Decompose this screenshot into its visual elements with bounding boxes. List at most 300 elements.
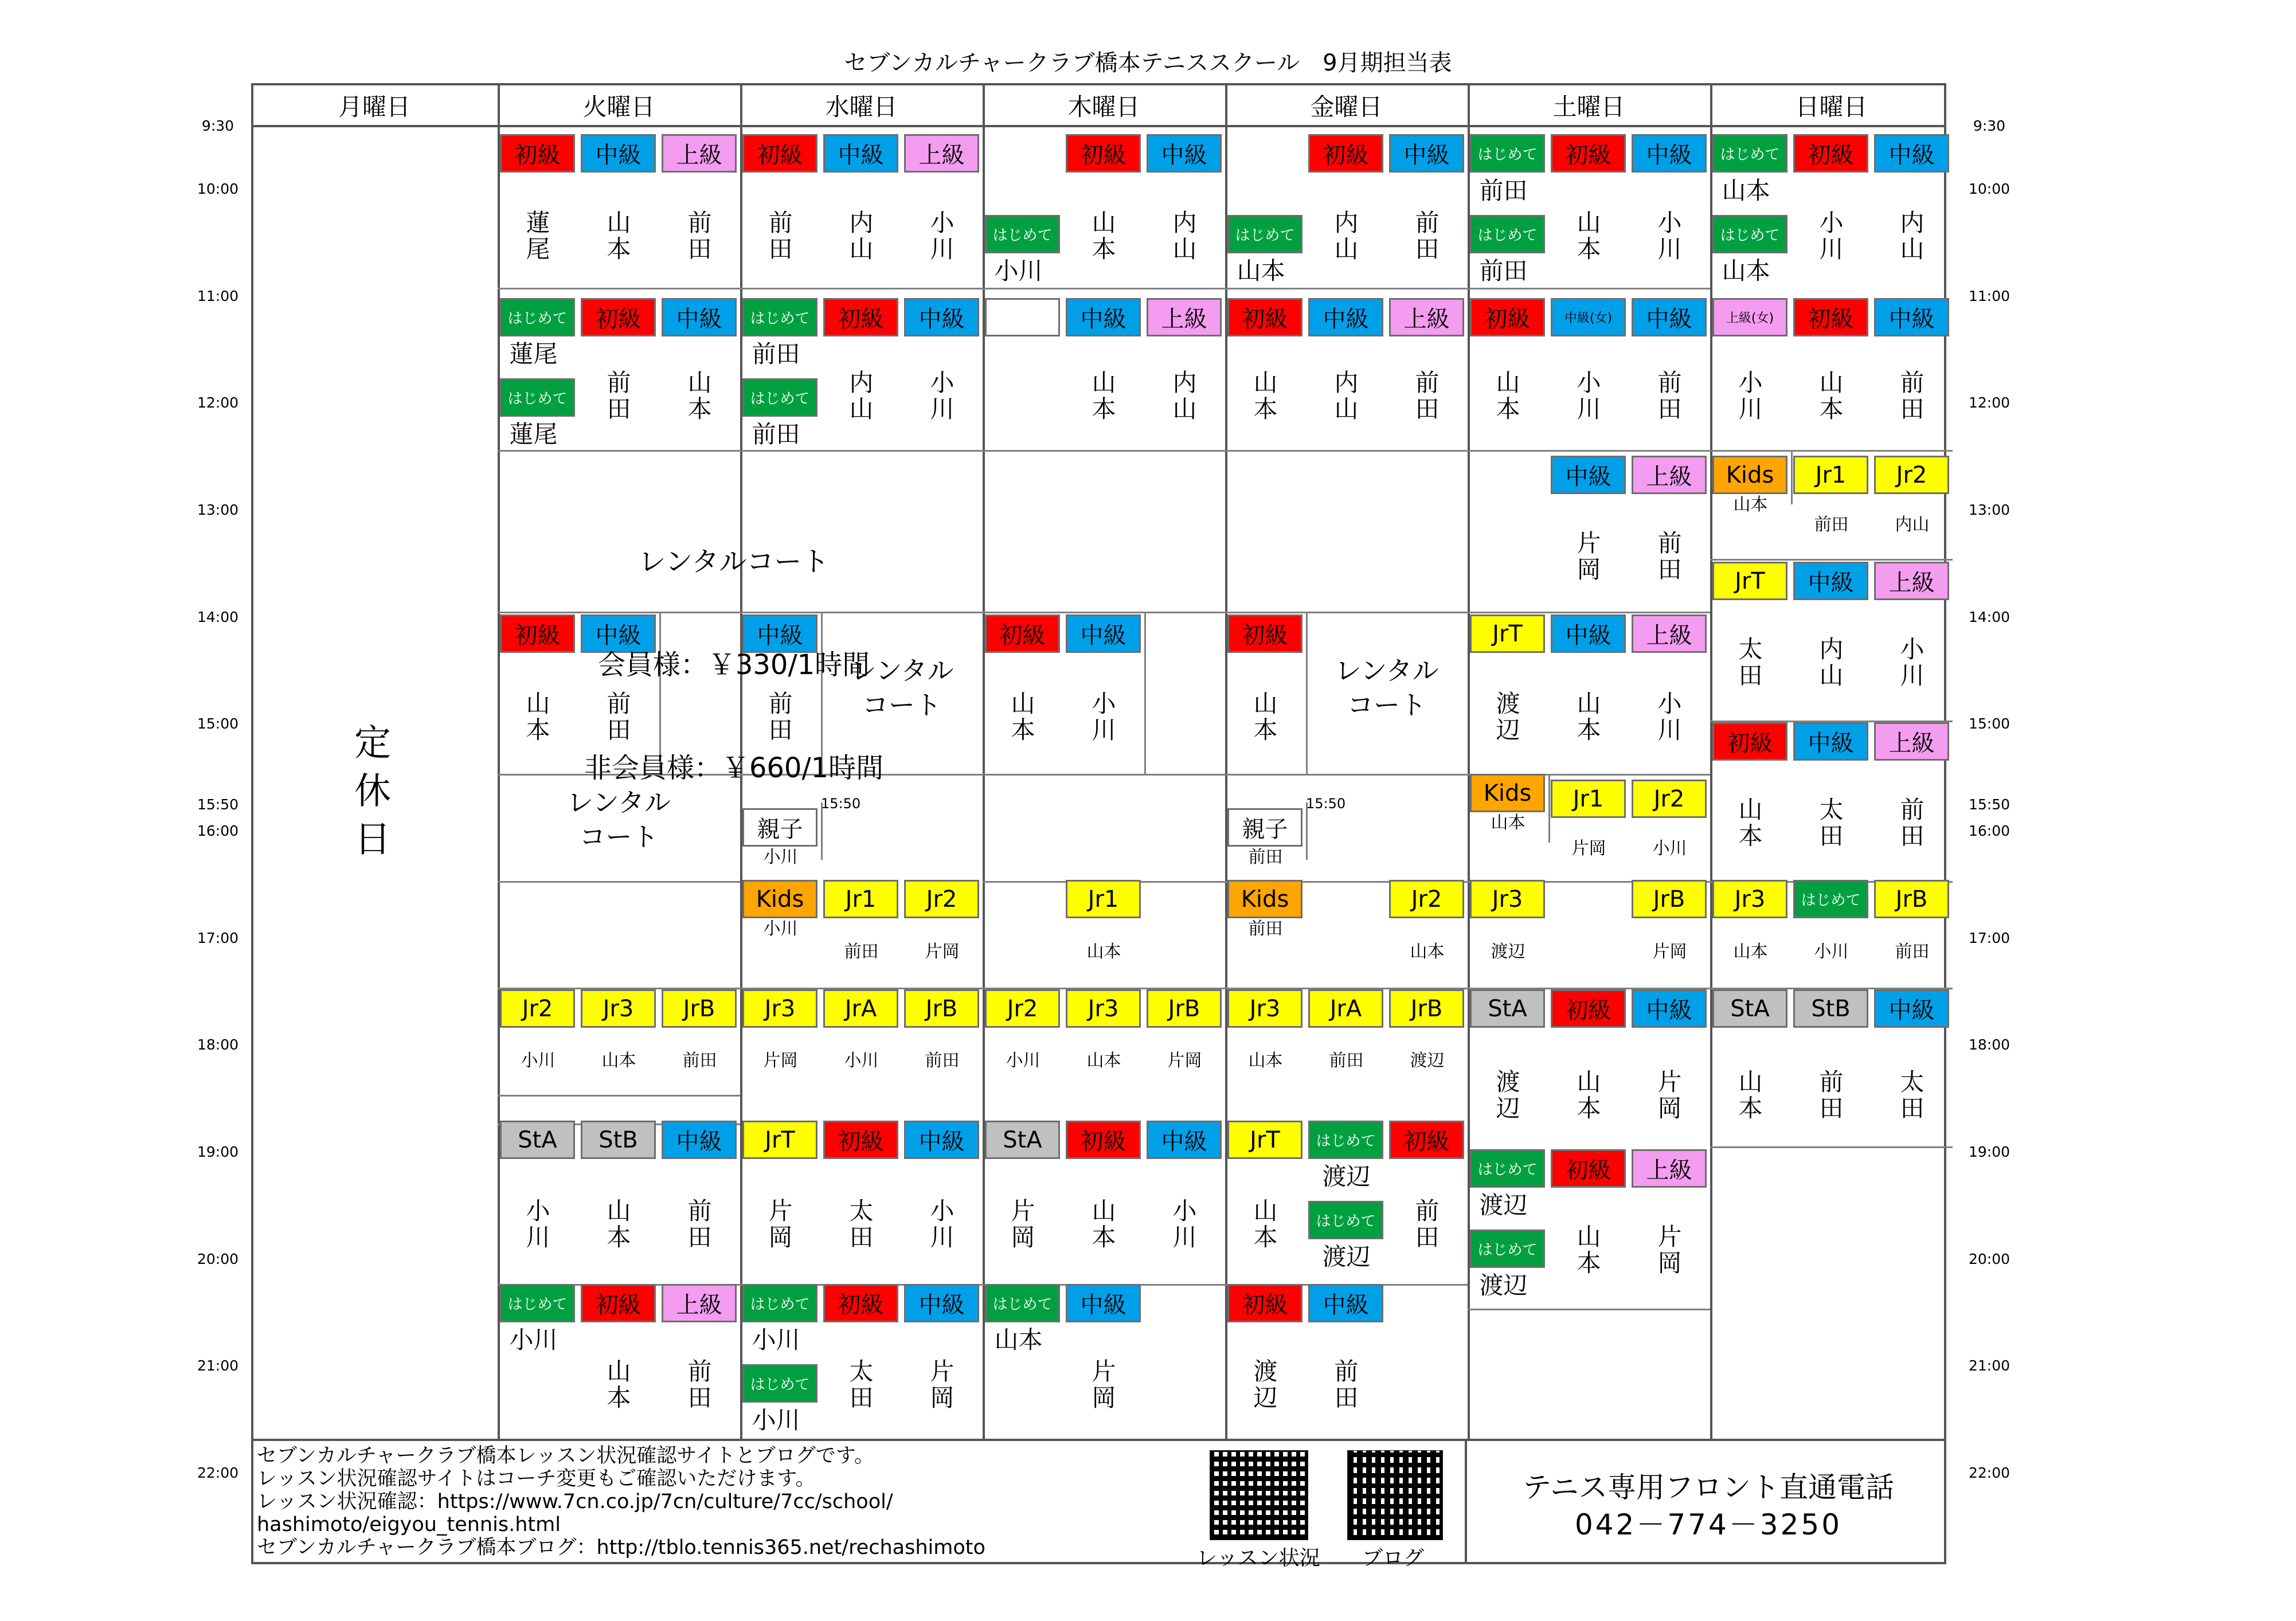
level-badge-jrb: JrB (1874, 880, 1949, 918)
level-badge-jokyu: 上級 (904, 134, 979, 173)
coach-name: 渡辺 (1322, 1162, 1371, 1191)
level-badge-shokyu: 初級 (1793, 134, 1868, 173)
level-badge-shokyu: 初級 (985, 614, 1060, 653)
coach-name: 山本 (1722, 177, 1770, 205)
time-tick-left: 13:00 (197, 502, 239, 518)
coach-name: 内 山 (1900, 209, 1925, 263)
grid-line (1710, 450, 1953, 452)
level-badge-hajimete: はじめて (985, 215, 1060, 253)
monday-closed-label: 定 休 日 (354, 722, 391, 861)
level-badge-jr1: Jr1 (823, 880, 898, 918)
level-badge-hajimete: はじめて (742, 1364, 818, 1403)
day-header-7: 日曜日 (1795, 93, 1868, 121)
level-badge-shokyu: 初級 (581, 1284, 656, 1322)
time-tick-right: 15:50 (1968, 796, 2011, 813)
grid-line (1225, 450, 1468, 452)
blog-qr-code[interactable] (1347, 1450, 1443, 1540)
grid-line (1791, 450, 1793, 504)
footer-line[interactable]: セブンカルチャークラブ橋本ブログ：http://tblo.tennis365.net/rechashimoto (257, 1536, 985, 1559)
footer-line[interactable]: hashimoto/eigyou_tennis.html (257, 1513, 561, 1536)
time-tick-left: 18:00 (197, 1036, 239, 1053)
grid-line (983, 612, 1225, 613)
grid-line (498, 1095, 740, 1097)
level-badge-jrt: JrT (742, 1121, 818, 1159)
coach-name: 片 岡 (1011, 1197, 1035, 1251)
coach-name: 前田 (844, 942, 879, 962)
level-badge-chukyu: 中級 (1308, 298, 1383, 336)
coach-name: 山 本 (1253, 1197, 1278, 1251)
level-badge-chukyu: 中級 (1874, 989, 1949, 1028)
time-tick-right: 18:00 (1968, 1036, 2011, 1053)
coach-name: 太 田 (849, 1197, 874, 1251)
coach-name: 前 田 (1657, 369, 1682, 423)
coach-name: 前 田 (1900, 796, 1925, 850)
coach-name: 片岡 (763, 1051, 798, 1071)
level-badge-shokyu: 初級 (1470, 298, 1545, 336)
coach-name: 山 本 (1577, 690, 1601, 744)
level-badge-jr3: Jr3 (1470, 880, 1545, 918)
time-tick-left: 17:00 (197, 930, 239, 946)
level-badge-jr3: Jr3 (581, 989, 656, 1028)
coach-name: 山 本 (1577, 1223, 1601, 1277)
level-badge-kids: Kids (1712, 456, 1787, 494)
coach-name: 前 田 (1415, 369, 1440, 423)
grid-line (251, 83, 1946, 85)
coach-name: 小川 (994, 257, 1043, 285)
coach-name: 前 田 (1415, 209, 1440, 263)
time-tick-left: 12:00 (197, 394, 239, 411)
coach-name: 片 岡 (930, 1357, 955, 1412)
level-badge-chukyu_f: 中級(女) (1551, 298, 1626, 336)
level-badge-shokyu: 初級 (1227, 614, 1302, 653)
grid-line (740, 288, 983, 289)
coach-name: 小 川 (1738, 369, 1763, 423)
coach-name: 小 川 (930, 209, 955, 263)
coach-name: 内 山 (1819, 635, 1844, 690)
level-badge-shokyu: 初級 (742, 134, 818, 173)
level-badge-chukyu: 中級 (581, 134, 656, 173)
time-tick-right: 11:00 (1968, 288, 2011, 304)
time-tick-right: 21:00 (1968, 1357, 2011, 1374)
coach-name: 前 田 (687, 1357, 712, 1412)
level-badge-jrb: JrB (662, 989, 737, 1028)
level-badge-shokyu: 初級 (1066, 1121, 1141, 1159)
coach-name: 山 本 (1253, 369, 1278, 423)
level-badge-shokyu: 初級 (823, 1284, 898, 1322)
level-badge-stb: StB (581, 1121, 656, 1159)
level-badge-sta: StA (985, 1121, 1060, 1159)
footer-line: レッスン状況確認サイトはコーチ変更もご確認いただけます。 (257, 1467, 816, 1490)
coach-name: 内 山 (849, 209, 874, 263)
level-badge-shokyu: 初級 (1551, 134, 1626, 173)
coach-name: 渡 辺 (1253, 1357, 1278, 1412)
coach-name: 内山 (1895, 515, 1930, 535)
grid-line (251, 1439, 1946, 1441)
time-tick-right: 19:00 (1968, 1144, 2011, 1160)
time-tick-right: 9:30 (1973, 118, 2006, 134)
level-badge-jokyu: 上級 (1389, 298, 1464, 336)
rental-court-label: レンタル コート (566, 787, 671, 852)
time-tick-left: 15:50 (197, 796, 239, 813)
level-badge-hajimete: はじめて (500, 298, 575, 336)
coach-name: 太 田 (849, 1357, 874, 1412)
coach-name: 前田 (1329, 1051, 1364, 1071)
coach-name: 蓮 尾 (526, 209, 550, 263)
coach-name: 小川 (752, 1326, 800, 1354)
coach-name: 小 川 (1657, 690, 1682, 744)
rental-court-info (493, 476, 975, 820)
coach-name: 太 田 (1900, 1068, 1925, 1122)
time-tick-left: 15:00 (197, 715, 239, 732)
time-tick-right: 16:00 (1968, 823, 2011, 839)
grid-line (1468, 1309, 1710, 1310)
coach-name: 山 本 (1577, 1068, 1601, 1122)
level-badge-shokyu: 初級 (1551, 989, 1626, 1028)
grid-line (983, 774, 1225, 776)
coach-name: 太 田 (1819, 796, 1844, 850)
lesson-status-qr-code[interactable] (1210, 1450, 1308, 1540)
coach-name: 山 本 (1738, 1068, 1763, 1122)
level-badge-jr2: Jr2 (1389, 880, 1464, 918)
time-tick-right: 13:00 (1968, 502, 2011, 518)
coach-name: 小川 (763, 847, 798, 867)
coach-name: 山 本 (607, 209, 631, 263)
level-badge-jra: JrA (1308, 989, 1383, 1028)
coach-name: 山 本 (1011, 690, 1035, 744)
level-badge-hajimete: はじめて (1712, 215, 1787, 253)
day-header-5: 金曜日 (1310, 93, 1383, 121)
coach-name: 山 本 (1253, 690, 1278, 744)
coach-name: 前田 (1814, 515, 1849, 535)
level-badge-jokyu: 上級 (1632, 614, 1707, 653)
level-badge-jr1: Jr1 (1793, 456, 1868, 494)
level-badge-chukyu: 中級 (904, 1284, 979, 1322)
coach-name: 前田 (1895, 942, 1930, 962)
level-badge-chukyu: 中級 (1632, 989, 1707, 1028)
day-header-2: 火曜日 (582, 93, 655, 121)
level-badge-chukyu: 中級 (1874, 134, 1949, 173)
coach-name: 片岡 (1167, 1051, 1202, 1071)
coach-name: 太 田 (1738, 635, 1763, 690)
coach-name: 前 田 (768, 209, 793, 263)
coach-name: 小 川 (1819, 209, 1844, 263)
level-badge-jr2: Jr2 (985, 989, 1060, 1028)
rental-member-price: 会員様：￥330/1時間 (597, 649, 870, 681)
level-badge-hajimete: はじめて (1308, 1201, 1383, 1239)
level-badge-hajimete: はじめて (1470, 1230, 1545, 1268)
coach-name: 小 川 (1657, 209, 1682, 263)
coach-name: 内 山 (1172, 209, 1197, 263)
tennis-front-phone-number[interactable]: 042－774－3250 (1574, 1508, 1843, 1541)
coach-name: 山 本 (1092, 209, 1116, 263)
level-badge-chukyu: 中級 (662, 298, 737, 336)
coach-name: 山 本 (1577, 209, 1601, 263)
coach-name: 山 本 (687, 369, 712, 423)
blog-qr-label: ブログ (1362, 1546, 1424, 1570)
time-tick-left: 20:00 (197, 1251, 239, 1267)
level-badge-jr2: Jr2 (1874, 456, 1949, 494)
coach-name: 山 本 (1738, 796, 1763, 850)
level-badge-kids: Kids (1227, 880, 1302, 918)
level-badge-jr3: Jr3 (1227, 989, 1302, 1028)
level-badge-jr3: Jr3 (742, 989, 818, 1028)
coach-name: 小 川 (1092, 690, 1116, 744)
grid-line (1468, 450, 1710, 452)
page-title: セブンカルチャークラブ橋本テニススクール 9月期担当表 (844, 50, 1452, 76)
level-badge-jokyu: 上級 (1147, 298, 1222, 336)
grid-line (498, 288, 740, 289)
level-badge-chukyu: 中級 (581, 614, 656, 653)
level-badge-jrt: JrT (1470, 614, 1545, 653)
level-badge-chukyu: 中級 (823, 134, 898, 173)
coach-name: 小川 (1006, 1051, 1041, 1071)
level-badge-shokyu: 初級 (500, 134, 575, 173)
coach-name: 小川 (763, 919, 798, 939)
coach-name: 山本 (1248, 1051, 1283, 1071)
time-tick-right: 10:00 (1968, 181, 2011, 197)
level-badge-shokyu: 初級 (1551, 1149, 1626, 1188)
level-badge-shokyu: 初級 (581, 298, 656, 336)
level-badge-chukyu: 中級 (662, 1121, 737, 1159)
level-badge-hajimete: はじめて (1712, 134, 1787, 173)
level-badge-hajimete: はじめて (985, 1284, 1060, 1322)
time-tick-left: 16:00 (197, 823, 239, 839)
level-badge-jr3: Jr3 (1066, 989, 1141, 1028)
grid-line (1710, 559, 1953, 561)
level-badge-hajimete: はじめて (500, 1284, 575, 1322)
footer-line: セブンカルチャークラブ橋本レッスン状況確認サイトとブログです。 (257, 1444, 874, 1467)
grid-line (1548, 774, 1550, 843)
lesson-status-qr-label: レッスン状況 (1196, 1546, 1320, 1570)
level-badge-jr1: Jr1 (1551, 780, 1626, 818)
coach-name: 渡辺 (1322, 1243, 1371, 1271)
coach-name: 山本 (601, 1051, 636, 1071)
time-note: 15:50 (821, 796, 861, 812)
time-tick-left: 22:00 (197, 1465, 239, 1481)
level-badge-chukyu: 中級 (1793, 722, 1868, 761)
time-tick-left: 9:30 (201, 118, 234, 134)
coach-name: 片 岡 (1092, 1357, 1116, 1412)
grid-line (498, 450, 740, 452)
coach-name: 片岡 (1571, 839, 1606, 859)
coach-name: 前 田 (687, 209, 712, 263)
level-badge-chukyu: 中級 (1066, 1284, 1141, 1322)
level-badge-chukyu: 中級 (904, 298, 979, 336)
coach-name: 小 川 (1900, 635, 1925, 690)
grid-line (1225, 612, 1468, 613)
level-badge-jr2: Jr2 (1632, 780, 1707, 818)
coach-name: 蓮尾 (509, 340, 558, 368)
coach-name: 前 田 (687, 1197, 712, 1251)
level-badge-shokyu: 初級 (1227, 1284, 1302, 1322)
level-badge-sta: StA (500, 1121, 575, 1159)
coach-name: 片 岡 (1577, 529, 1601, 584)
coach-name: 小川 (521, 1051, 556, 1071)
day-header-3: 水曜日 (825, 93, 898, 121)
level-badge-jr3: Jr3 (1712, 880, 1787, 918)
coach-name: 前 田 (1819, 1068, 1844, 1122)
level-badge-jr2: Jr2 (500, 989, 575, 1028)
level-badge-jr1: Jr1 (1066, 880, 1141, 918)
grid-line (1468, 288, 1710, 289)
time-tick-left: 11:00 (197, 288, 239, 304)
coach-name: 前田 (682, 1051, 717, 1071)
coach-name: 片 岡 (768, 1197, 793, 1251)
level-badge-chukyu: 中級 (1632, 298, 1707, 336)
coach-name: 小川 (752, 1406, 800, 1434)
coach-name: 山本 (1410, 942, 1445, 962)
rental-court-label: レンタル コート (1335, 655, 1439, 721)
footer-line[interactable]: レッスン状況確認：https://www.7cn.co.jp/7cn/culture/7cc/school/ (257, 1490, 893, 1513)
coach-name: 山本 (1491, 813, 1526, 833)
level-badge-shokyu: 初級 (1308, 134, 1383, 173)
level-badge-shokyu: 初級 (823, 298, 898, 336)
level-badge-jokyu: 上級 (662, 134, 737, 173)
level-badge-chukyu: 中級 (1551, 456, 1626, 494)
level-badge-chukyu: 中級 (1874, 298, 1949, 336)
level-badge-stb: StB (1793, 989, 1868, 1028)
level-badge-jrt: JrT (1712, 562, 1787, 600)
level-badge-hajimete: はじめて (1227, 215, 1302, 253)
coach-name: 渡辺 (1479, 1191, 1528, 1219)
time-tick-left: 10:00 (197, 181, 239, 197)
level-badge-hajimete: はじめて (1470, 134, 1545, 173)
level-badge-hajimete: はじめて (1470, 215, 1545, 253)
level-badge-jokyu: 上級 (1874, 562, 1949, 600)
time-note: 15:50 (1306, 796, 1346, 812)
level-badge-sta: StA (1470, 989, 1545, 1028)
day-header-1: 月曜日 (338, 93, 410, 121)
coach-name: 小 川 (930, 369, 955, 423)
coach-name: 小川 (844, 1051, 879, 1071)
level-badge-oyako: 親子 (1227, 808, 1302, 847)
level-badge-chukyu: 中級 (1308, 1284, 1383, 1322)
level-badge-shokyu: 初級 (500, 614, 575, 653)
level-badge-jokyu: 上級 (1874, 722, 1949, 761)
coach-name: 前 田 (607, 690, 631, 744)
coach-name: 片岡 (1652, 942, 1687, 962)
level-badge-jokyu: 上級 (662, 1284, 737, 1322)
coach-name: 小 川 (930, 1197, 955, 1251)
grid-line (251, 125, 1946, 127)
level-badge-jrb: JrB (1147, 989, 1222, 1028)
level-badge-sta: StA (1712, 989, 1787, 1028)
level-badge-hajimete: はじめて (742, 298, 818, 336)
time-tick-left: 21:00 (197, 1357, 239, 1374)
level-badge-jokyu: 上級 (1632, 456, 1707, 494)
coach-name: 山本 (994, 1326, 1043, 1354)
grid-line (740, 450, 983, 452)
coach-name: 前田 (1479, 177, 1528, 205)
coach-name: 片 岡 (1657, 1068, 1682, 1122)
level-badge-jrb: JrB (1632, 880, 1707, 918)
coach-name: 内 山 (1334, 209, 1359, 263)
coach-name: 前 田 (768, 690, 793, 744)
grid-line (1225, 288, 1468, 289)
level-badge-chukyu: 中級 (742, 614, 818, 653)
level-badge-jr2: Jr2 (904, 880, 979, 918)
tennis-front-phone-title: テニス専用フロント直通電話 (1523, 1471, 1894, 1504)
coach-name: 前 田 (607, 369, 631, 423)
time-tick-right: 17:00 (1968, 930, 2011, 946)
time-tick-right: 20:00 (1968, 1251, 2011, 1267)
level-badge-hajimete: はじめて (500, 378, 575, 417)
coach-name: 蓮尾 (509, 420, 558, 448)
coach-name: 小 川 (526, 1197, 550, 1251)
coach-name: 前田 (1248, 847, 1283, 867)
coach-name: 渡辺 (1479, 1271, 1528, 1299)
coach-name: 前田 (752, 420, 800, 448)
level-badge-hajimete: はじめて (742, 378, 818, 417)
grid-line (1710, 1146, 1953, 1148)
level-badge-chukyu: 中級 (1147, 1121, 1222, 1159)
rental-court-title: レンタルコート (638, 546, 830, 578)
level-badge-kids: Kids (1470, 774, 1545, 812)
time-tick-left: 14:00 (197, 609, 239, 625)
coach-name: 前田 (752, 340, 800, 368)
grid-line (251, 1439, 253, 1564)
coach-name: 渡辺 (1410, 1051, 1445, 1071)
level-badge-jrb: JrB (1389, 989, 1464, 1028)
coach-name: 前田 (1479, 257, 1528, 285)
level-badge-jokyu_f: 上級(女) (1712, 298, 1787, 336)
level-badge-shokyu: 初級 (1389, 1121, 1464, 1159)
level-badge-jrt: JrT (1227, 1121, 1302, 1159)
coach-name: 小 川 (1172, 1197, 1197, 1251)
level-badge-shokyu: 初級 (1712, 722, 1787, 761)
level-badge-blank (985, 298, 1060, 336)
coach-name: 前 田 (1900, 369, 1925, 423)
coach-name: 片岡 (925, 942, 960, 962)
coach-name: 山 本 (526, 690, 550, 744)
coach-name: 内 山 (1172, 369, 1197, 423)
grid-line (1468, 612, 1710, 613)
coach-name: 内 山 (849, 369, 874, 423)
grid-line (983, 450, 1225, 452)
coach-name: 渡辺 (1491, 942, 1526, 962)
footer-links (257, 1444, 1197, 1559)
level-badge-chukyu: 中級 (1551, 614, 1626, 653)
level-badge-oyako: 親子 (742, 808, 818, 847)
level-badge-hajimete: はじめて (1470, 1149, 1545, 1188)
coach-name: 山 本 (1819, 369, 1844, 423)
coach-name: 山本 (1086, 1051, 1121, 1071)
level-badge-shokyu: 初級 (1066, 134, 1141, 173)
coach-name: 渡 辺 (1496, 690, 1520, 744)
coach-name: 山 本 (607, 1197, 631, 1251)
level-badge-chukyu: 中級 (1793, 562, 1868, 600)
coach-name: 山本 (1733, 942, 1768, 962)
level-badge-shokyu: 初級 (1793, 298, 1868, 336)
coach-name: 内 山 (1334, 369, 1359, 423)
level-badge-shokyu: 初級 (823, 1121, 898, 1159)
coach-name: 山本 (1733, 495, 1768, 515)
coach-name: 山 本 (607, 1357, 631, 1412)
coach-name: 小川 (509, 1326, 558, 1354)
coach-name: 前 田 (1657, 529, 1682, 584)
time-tick-right: 22:00 (1968, 1465, 2011, 1481)
coach-name: 前 田 (1334, 1357, 1359, 1412)
level-badge-jokyu: 上級 (1632, 1149, 1707, 1188)
level-badge-chukyu: 中級 (1066, 614, 1141, 653)
level-badge-hajimete: はじめて (742, 1284, 818, 1322)
level-badge-chukyu: 中級 (1632, 134, 1707, 173)
coach-name: 山本 (1722, 257, 1770, 285)
grid-line (1944, 83, 1946, 1473)
grid-line (983, 288, 1225, 289)
time-tick-left: 19:00 (197, 1144, 239, 1160)
rental-nonmember-price: 非会員様：￥660/1時間 (584, 752, 884, 784)
